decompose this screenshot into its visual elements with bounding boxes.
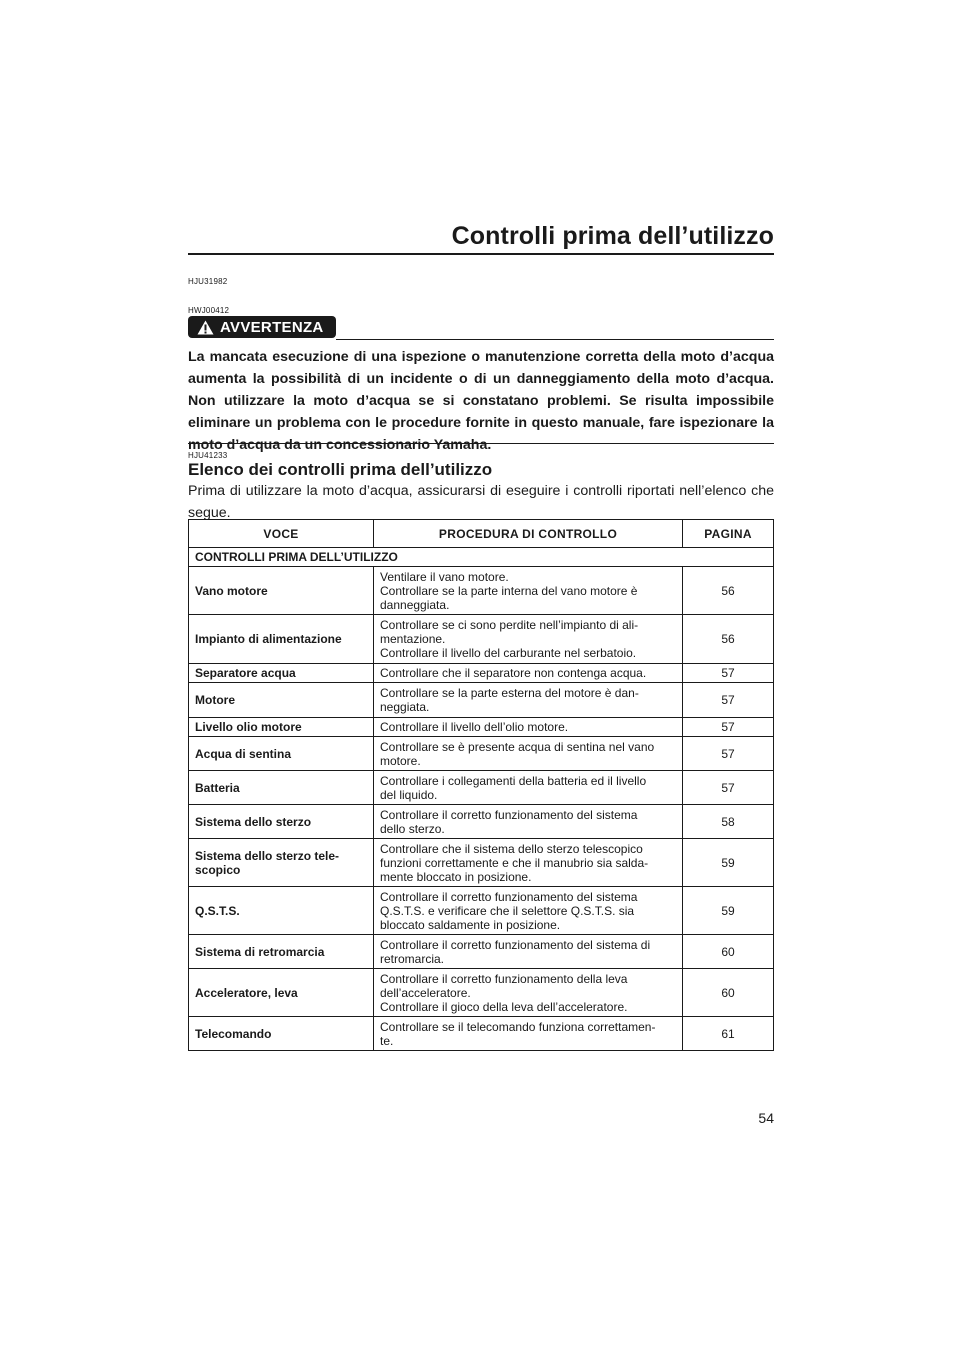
row-item: Motore	[189, 683, 374, 718]
warning-label: AVVERTENZA	[220, 318, 324, 336]
row-procedure: Controllare se è presente acqua di sentina nel vano motore.	[374, 737, 683, 771]
row-item: Acceleratore, leva	[189, 969, 374, 1017]
row-page: 61	[683, 1017, 774, 1051]
table-row	[189, 615, 774, 664]
row-item: Sistema di retromarcia	[189, 935, 374, 969]
row-page: 57	[683, 683, 774, 718]
row-procedure: Controllare che il separatore non contenga acqua.	[374, 664, 683, 683]
table-row	[189, 887, 774, 935]
row-item: Q.S.T.S.	[189, 887, 374, 935]
row-procedure: Controllare il corretto funzionamento del sistema dello sterzo.	[374, 805, 683, 839]
section-intro: Prima di utilizzare la moto d’acqua, assicurarsi di eseguire i controlli riportati nell’elenco che segue.	[188, 483, 774, 521]
row-procedure: Controllare il corretto funzionamento del sistema di retromarcia.	[374, 935, 683, 969]
row-procedure: Controllare il corretto funzionamento della leva dell’acceleratore. Controllare il gioco della leva dell’acceleratore.	[374, 969, 683, 1017]
table-row	[189, 664, 774, 683]
table-row	[189, 1017, 774, 1051]
header-procedura: PROCEDURA DI CONTROLLO	[374, 520, 683, 548]
table-row	[189, 567, 774, 615]
page-number: 54	[758, 1110, 774, 1126]
header-pagina: PAGINA	[683, 520, 774, 548]
page-title: Controlli prima dell’utilizzo	[451, 222, 774, 250]
table-row	[189, 839, 774, 887]
row-page: 56	[683, 615, 774, 664]
row-procedure: Controllare se ci sono perdite nell’impianto di ali- mentazione. Controllare il livello del carburante nel serbatoio.	[374, 615, 683, 664]
table-section-row	[189, 548, 774, 567]
section-title: Elenco dei controlli prima dell’utilizzo	[188, 460, 493, 479]
row-page: 57	[683, 771, 774, 805]
row-page: 58	[683, 805, 774, 839]
row-page: 59	[683, 887, 774, 935]
row-item: Separatore acqua	[189, 664, 374, 683]
row-page: 60	[683, 935, 774, 969]
row-procedure: Ventilare il vano motore. Controllare se la parte interna del vano motore è danneggiata.	[374, 567, 683, 615]
row-item: Telecomando	[189, 1017, 374, 1051]
table-row	[189, 737, 774, 771]
row-item: Sistema dello sterzo	[189, 805, 374, 839]
header-rule	[188, 253, 774, 255]
row-procedure: Controllare il livello dell’olio motore.	[374, 718, 683, 737]
table-section-label: CONTROLLI PRIMA DELL’UTILIZZO	[189, 548, 774, 567]
row-page: 59	[683, 839, 774, 887]
header-voce: VOCE	[189, 520, 374, 548]
row-item: Livello olio motore	[189, 718, 374, 737]
row-item: Batteria	[189, 771, 374, 805]
row-procedure: Controllare se il telecomando funziona correttamen- te.	[374, 1017, 683, 1051]
row-item: Vano motore	[189, 567, 374, 615]
row-procedure: Controllare il corretto funzionamento del sistema Q.S.T.S. e verificare che il selettore Q.S.T.S. sia bloccato saldamente in posizione.	[374, 887, 683, 935]
row-item: Sistema dello sterzo tele- scopico	[189, 839, 374, 887]
table-row	[189, 683, 774, 718]
warning-text: La mancata esecuzione di una ispezione o manutenzione corretta della moto d’acqua aumenta la possibilità di un incidente o di un danneggiamento della moto d’acqua. Non utilizzare la moto d’acqua se si constatano problemi. Se risulta impossibile eliminare un problema con le procedure fornite in questo manuale, fare ispezionare la moto d’acqua da un concessionario Yamaha.	[188, 349, 774, 453]
row-item: Impianto di alimentazione	[189, 615, 374, 664]
row-page: 57	[683, 718, 774, 737]
doc-code-top: HJU31982	[188, 277, 228, 286]
row-page: 56	[683, 567, 774, 615]
doc-code-warning: HWJ00412	[188, 306, 230, 315]
table-row	[189, 718, 774, 737]
doc-code-section: HJU41233	[188, 451, 228, 460]
table-row	[189, 805, 774, 839]
row-procedure: Controllare se la parte esterna del motore è dan- neggiata.	[374, 683, 683, 718]
warning-bottom-rule	[188, 443, 774, 444]
warning-badge	[188, 316, 336, 338]
row-page: 60	[683, 969, 774, 1017]
row-item: Acqua di sentina	[189, 737, 374, 771]
row-procedure: Controllare che il sistema dello sterzo telescopico funzioni correttamente e che il manubrio sia salda- mente bloccato in posizione.	[374, 839, 683, 887]
warning-rule	[336, 339, 774, 340]
row-page: 57	[683, 664, 774, 683]
table-header-row	[189, 520, 774, 548]
checklist-table	[188, 519, 774, 1051]
table-row	[189, 969, 774, 1017]
row-procedure: Controllare i collegamenti della batteria ed il livello del liquido.	[374, 771, 683, 805]
table-row	[189, 771, 774, 805]
row-page: 57	[683, 737, 774, 771]
table-row	[189, 935, 774, 969]
warning-triangle-icon	[197, 320, 214, 335]
